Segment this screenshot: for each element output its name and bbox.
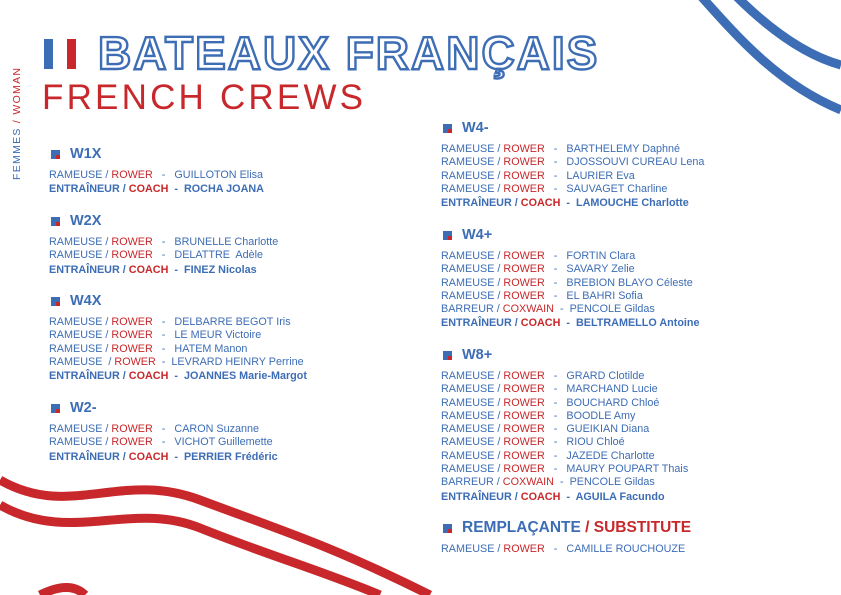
crew-member-row: RAMEUSE / ROWER - MARCHAND Lucie [441,383,658,396]
coach-row: ENTRAÎNEUR / COACH - ROCHA JOANA [49,183,264,196]
page-subtitle: FRENCH CREWS [42,78,367,117]
crew-name: W8+ [462,347,493,363]
french-flag-icon [44,39,76,69]
substitute-title: REMPLAÇANTE / SUBSTITUTE [462,519,692,536]
crew-w4+ [441,225,700,331]
crew-name: W2X [70,213,102,229]
crew-member-row: BARREUR / COXWAIN - PENCOLE Gildas [441,476,655,489]
crew-member-row: RAMEUSE / ROWER - DJOSSOUVI CUREAU Lena [441,156,705,169]
square-bullet-icon [51,150,60,159]
crew-member-row: RAMEUSE / ROWER - EL BAHRI Sofia [441,289,643,302]
square-bullet-icon [443,124,452,133]
crew-member-row: RAMEUSE / ROWER - JAZEDE Charlotte [441,449,655,462]
coach-row: ENTRAÎNEUR / COACH - PERRIER Frédéric [49,450,278,463]
crew-w8+ [441,345,688,504]
coach-row: ENTRAÎNEUR / COACH - LAMOUCHE Charlotte [441,197,689,210]
crew-name: W4+ [462,227,493,243]
side-label-woman: WOMAN [11,66,23,115]
square-bullet-icon [443,231,452,240]
crew-member-row: RAMEUSE / ROWER - FORTIN Clara [441,250,636,262]
crew-member-row: RAMEUSE / ROWER - LEVRARD HEINRY Perrine [49,355,304,368]
coach-row: ENTRAÎNEUR / COACH - JOANNES Marie-Margot [49,370,307,383]
crew-member-row: RAMEUSE / ROWER - CAMILLE ROUCHOUZE [441,543,686,555]
crew-name: W2- [70,400,97,416]
substitute-section [441,518,691,556]
crew-member-row: RAMEUSE / ROWER - BRUNELLE Charlotte [49,236,279,248]
crew-member-row: RAMEUSE / ROWER - GRARD Clotilde [441,370,645,382]
crew-member-row: RAMEUSE / ROWER - BOUCHARD Chloé [441,396,660,409]
square-bullet-icon [51,404,60,413]
crew-member-row: RAMEUSE / ROWER - GUEIKIAN Diana [441,423,650,436]
crew-member-row: RAMEUSE / ROWER - DELBARRE BEGOT Iris [49,316,291,328]
crew-member-row: RAMEUSE / ROWER - MAURY POUPART Thais [441,463,689,476]
crew-w4x [49,291,307,383]
crew-member-row: RAMEUSE / ROWER - BARTHELEMY Daphné [441,143,681,155]
crew-member-row: BARREUR / COXWAIN - PENCOLE Gildas [441,303,655,316]
crew-w2x [49,211,278,277]
crew-member-row: RAMEUSE / ROWER - VICHOT Guillemette [49,436,273,449]
square-bullet-icon [51,217,60,226]
crew-member-row: RAMEUSE / ROWER - BREBION BLAYO Céleste [441,276,693,289]
coach-row: ENTRAÎNEUR / COACH - BELTRAMELLO Antoine [441,317,700,330]
crew-member-row: RAMEUSE / ROWER - CARON Suzanne [49,423,260,435]
crew-member-row: RAMEUSE / ROWER - RIOU Chloé [441,436,625,449]
square-bullet-icon [443,351,452,360]
crew-name: W4- [462,120,489,136]
side-label [11,67,23,180]
crew-member-row: RAMEUSE / ROWER - HATEM Manon [49,342,248,355]
crew-member-row: RAMEUSE / ROWER - GUILLOTON Elisa [49,169,264,181]
crew-member-row: RAMEUSE / ROWER - DELATTRE Adèle [49,249,264,262]
crew-member-row: RAMEUSE / ROWER - SAVARY Zelie [441,263,635,276]
page-title: BATEAUX FRANÇAIS [98,27,600,79]
crew-w2- [49,398,278,464]
side-label-femmes: FEMMES [11,127,23,180]
crew-member-row: RAMEUSE / ROWER - BOODLE Amy [441,409,636,422]
crew-w4- [441,118,704,210]
crew-member-row: RAMEUSE / ROWER - SAUVAGET Charline [441,182,668,195]
crew-name: W4X [70,293,102,309]
square-bullet-icon [443,524,452,533]
crew-w1x [49,144,264,197]
square-bullet-icon [51,297,60,306]
coach-row: ENTRAÎNEUR / COACH - AGUILA Facundo [441,490,665,503]
crew-member-row: RAMEUSE / ROWER - LE MEUR Victoire [49,329,262,342]
crew-name: W1X [70,146,102,162]
side-label-slash: / [11,114,23,128]
crew-member-row: RAMEUSE / ROWER - LAURIER Eva [441,169,635,182]
coach-row: ENTRAÎNEUR / COACH - FINEZ Nicolas [49,263,257,276]
